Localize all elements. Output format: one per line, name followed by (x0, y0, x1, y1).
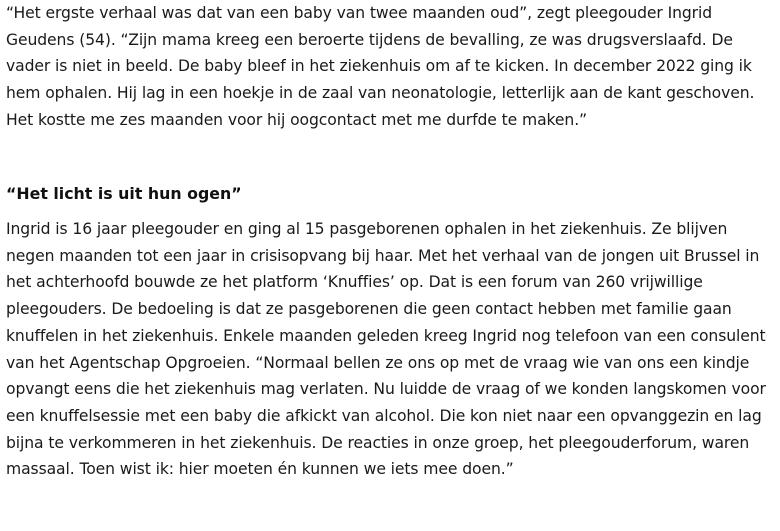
section-heading: “Het licht is uit hun ogen” (6, 184, 242, 203)
article-paragraph-intro: “Het ergste verhaal was dat van een baby van twee maanden oud”, zegt pleegouder Ingrid Geudens (54). “Zijn mama kreeg een beroerte tijdens de bevalling, ze was drugsverslaafd. De vader is niet in beeld. De baby bleef in het ziekenhuis om af te kicken. In december 2022 ging ik hem ophalen. Hij lag in een hoekje in de zaal van neonatologie, letterlijk aan de kant geschoven. Het kostte me zes maanden voor hij oogcontact met me durfde te maken.” (6, 4, 755, 129)
article-paragraph-main: Ingrid is 16 jaar pleegouder en ging al 15 pasgeborenen ophalen in het ziekenhuis. Ze blijven negen maanden tot een jaar in crisisopvang bij haar. Met het verhaal van de jongen uit Brussel in het achterhoofd bouwde ze het platform ‘Knuffies’ op. Dat is een forum van 260 vrijwillige pleegouders. De bedoeling is dat ze pasgeborenen die geen contact hebben met familie gaan knuffelen in het ziekenhuis. Enkele maanden geleden kreeg Ingrid nog telefoon van een consulent van het Agentschap Opgroeien. “Normaal bellen ze ons op met de vraag wie van ons een kindje opvangt eens die het ziekenhuis mag verlaten. Nu luidde de vraag of we konden langskomen voor een knuffelsessie met een baby die afkickt van alcohol. Die kon niet naar een opvanggezin en lag bijna te verkommeren in het ziekenhuis. De reacties in onze groep, het pleegouderforum, waren massaal. Toen wist ik: hier moeten én kunnen we iets mee doen.” (6, 220, 766, 479)
